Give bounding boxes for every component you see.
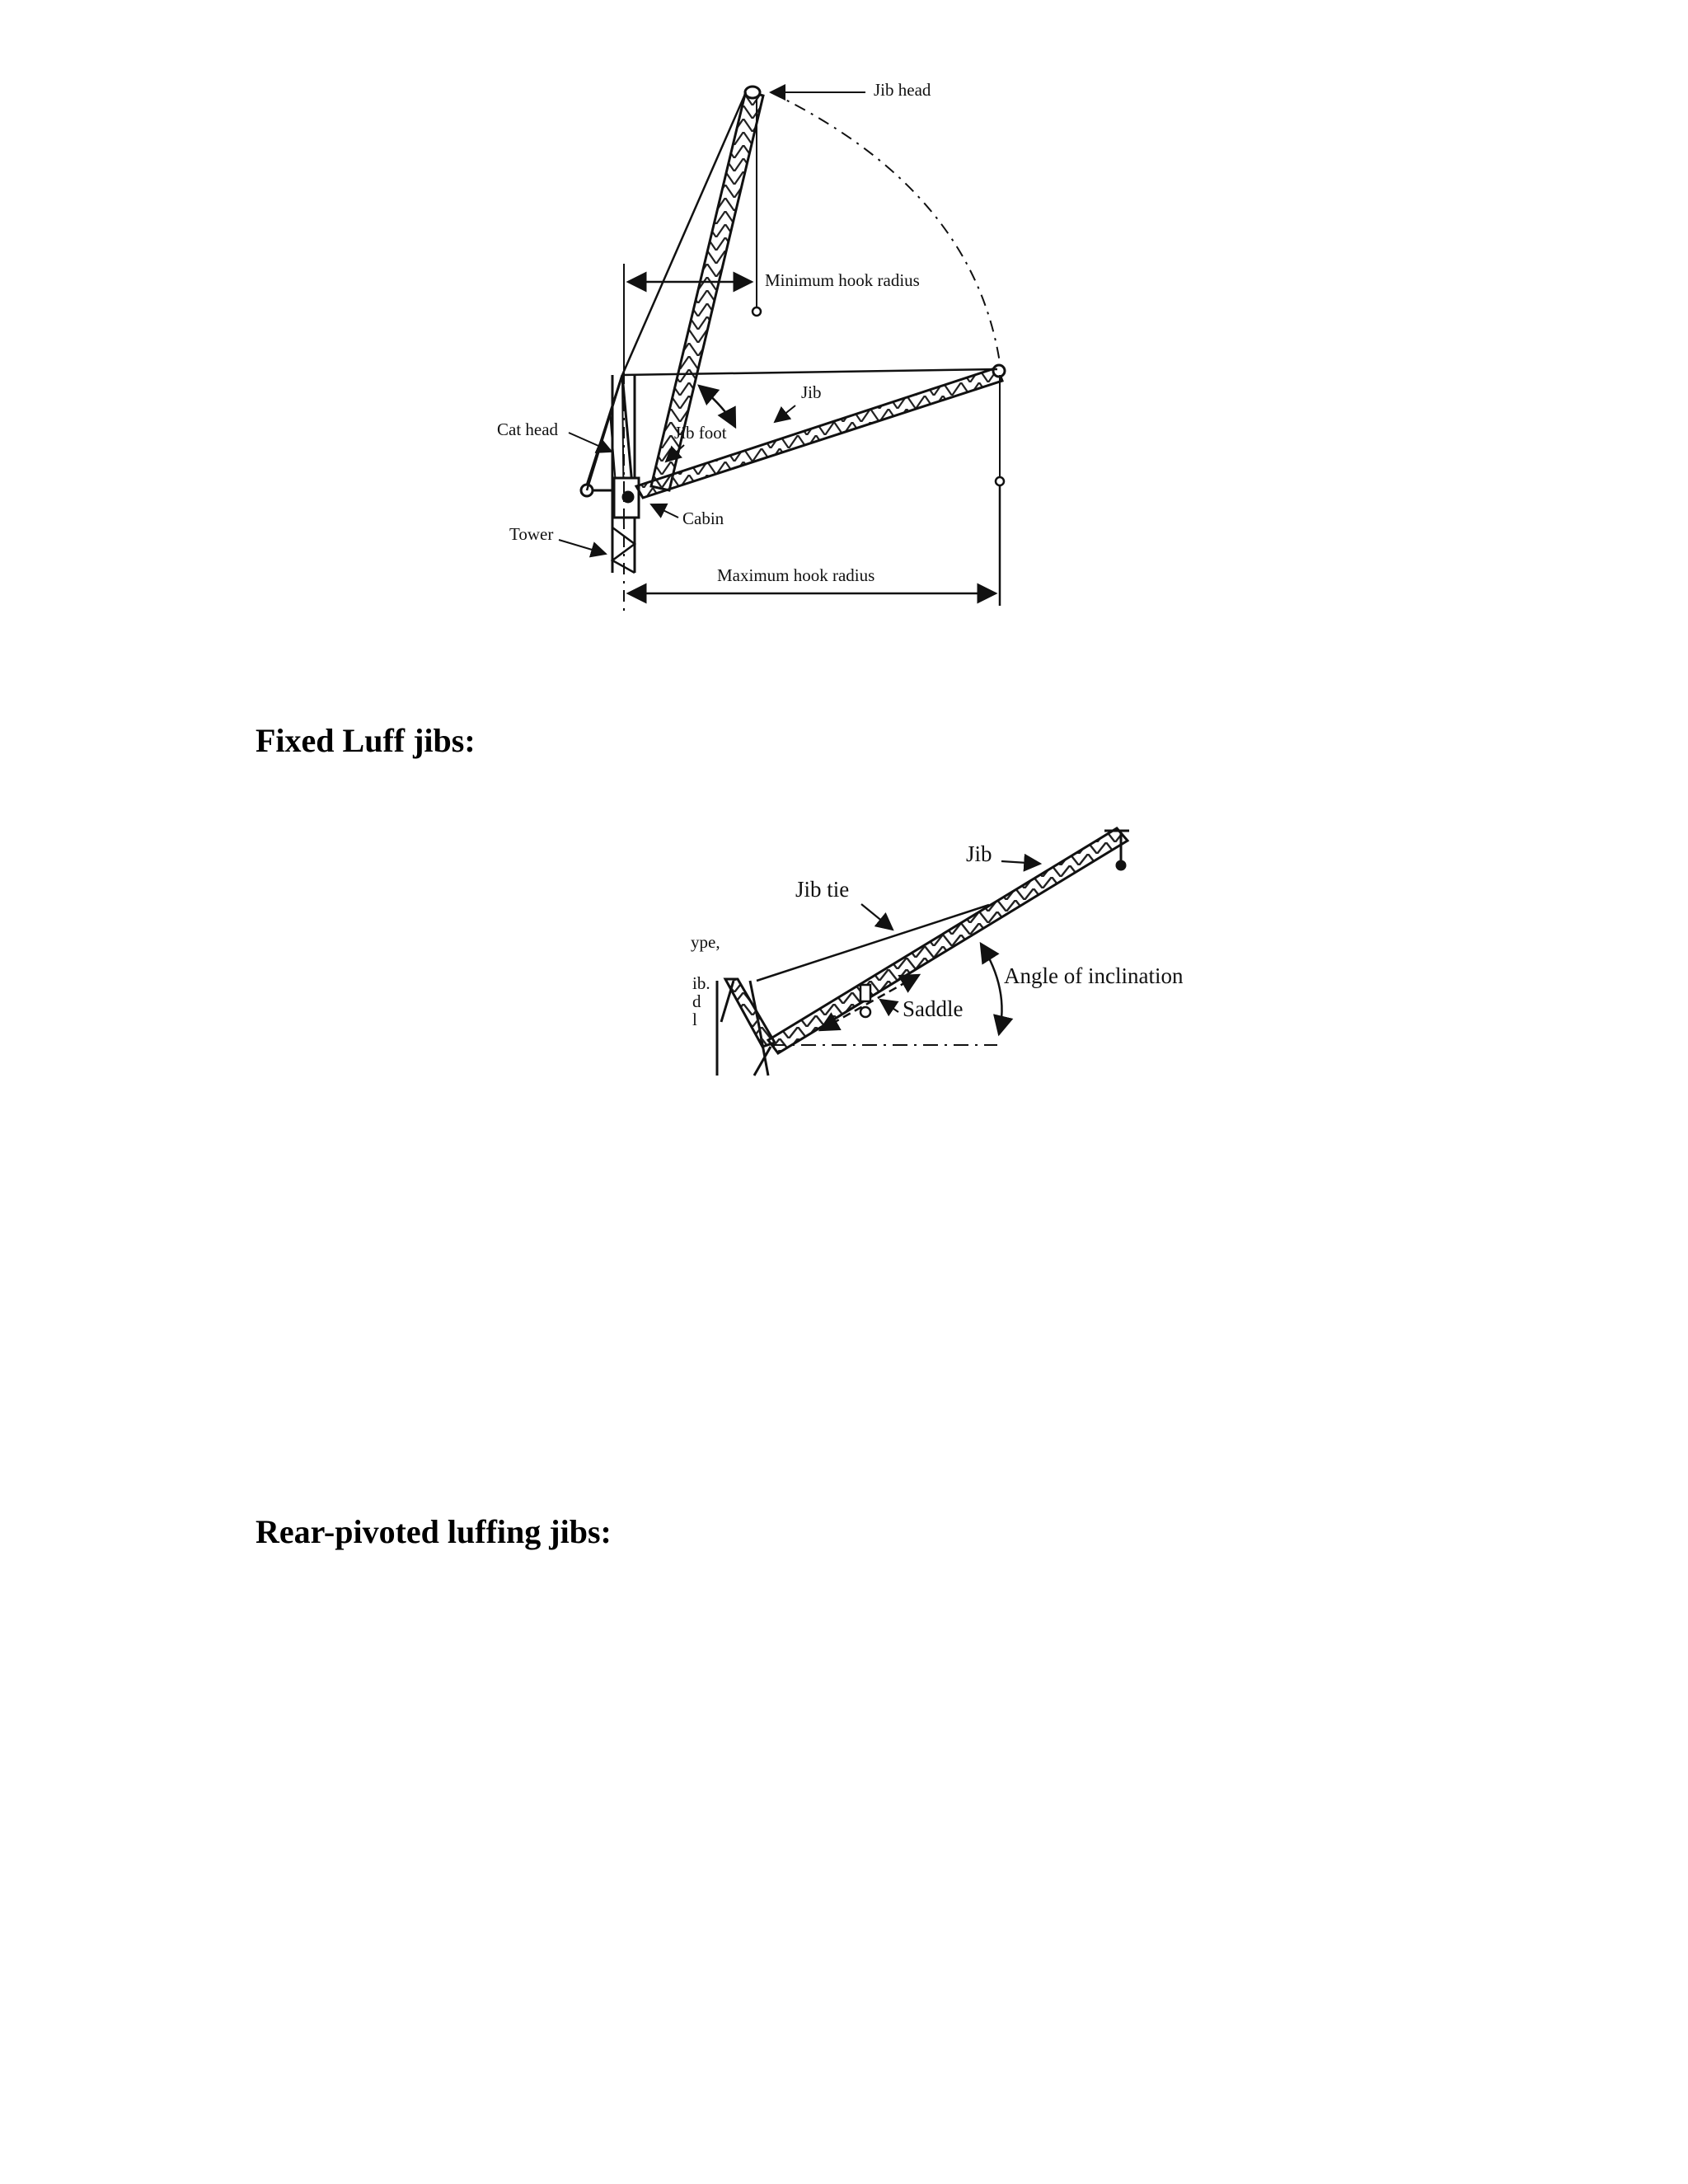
cabin	[614, 478, 639, 518]
cropped-text-fragment: l	[692, 1010, 697, 1029]
label-min-hook-radius: Minimum hook radius	[765, 270, 920, 290]
cropped-text-fragment: ib.	[692, 973, 710, 993]
cropped-text-fragment: d	[692, 991, 701, 1011]
label-jib: Jib	[966, 841, 992, 866]
leader-lines	[559, 92, 865, 554]
saddle-trolley	[860, 985, 870, 1017]
label-saddle: Saddle	[903, 996, 964, 1021]
label-cabin: Cabin	[682, 509, 724, 528]
luffing-jib-crane-diagram	[0, 0, 1688, 626]
label-jib-tie: Jib tie	[795, 877, 850, 902]
mast-structure	[717, 979, 775, 1076]
max-radius-dimension	[628, 486, 1000, 606]
fixed-luff-jib-diagram	[0, 808, 1688, 1104]
label-angle-of-inclination: Angle of inclination	[1004, 963, 1184, 988]
heading-rear-pivoted-luffing-jibs: Rear-pivoted luffing jibs:	[256, 1513, 612, 1550]
label-cat-head: Cat head	[497, 419, 559, 439]
label-tower: Tower	[509, 524, 554, 544]
cropped-text-fragment: ype,	[691, 932, 720, 952]
angle-of-inclination-arrow	[981, 944, 1002, 1034]
hook-icon	[753, 307, 1004, 485]
heading-fixed-luff-jibs: Fixed Luff jibs:	[256, 722, 476, 759]
jib-ties	[587, 92, 997, 490]
luffing-arc	[771, 92, 1000, 363]
label-jib-foot: Jib foot	[674, 423, 727, 443]
label-max-hook-radius: Maximum hook radius	[717, 565, 875, 585]
jib-angle-arrow	[699, 386, 735, 427]
label-jib: Jib	[801, 382, 822, 402]
label-jib-head: Jib head	[874, 80, 931, 100]
